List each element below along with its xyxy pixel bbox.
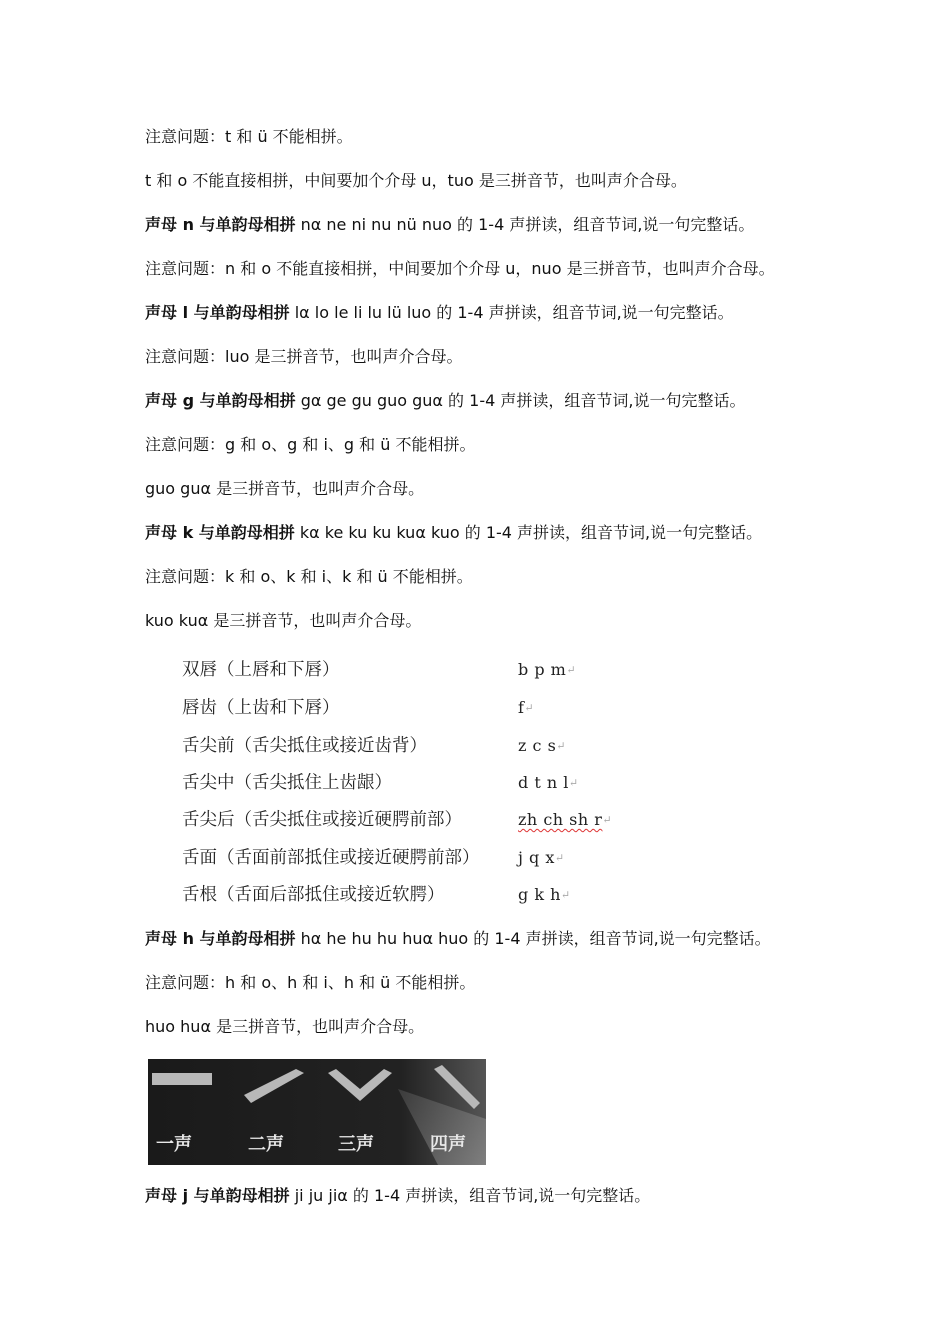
paragraph (145, 522, 762, 544)
paragraph (145, 170, 687, 192)
place-label: 双唇（上唇和下唇） (182, 660, 340, 680)
place-label: 舌根（舌面后部抵住或接近软腭） (182, 885, 445, 905)
bold-lead: 声母 k 与单韵母相拼 (145, 523, 295, 542)
bold-lead: 声母 h 与单韵母相拼 (145, 929, 296, 948)
initials (518, 696, 534, 721)
paragraph-text: hα he hu hu huα huo 的 1-4 声拼读，组音节词,说一句完整话。 (295, 929, 771, 948)
initials-text: g k h (518, 885, 561, 904)
paragraph-text: 注意问题：g 和 o、g 和 i、g 和 ü 不能相拼。 (145, 435, 476, 454)
paragraph-text: gα ge gu guo guα 的 1-4 声拼读，组音节词,说一句完整话。 (295, 391, 746, 410)
paragraph-text: 注意问题：luo 是三拼音节，也叫声介合母。 (145, 347, 463, 366)
paragraph (145, 928, 771, 950)
initials (518, 658, 576, 683)
place-label: 舌尖后（舌尖抵住或接近硬腭前部） (182, 810, 462, 830)
bold-lead: 声母 n 与单韵母相拼 (145, 215, 296, 234)
return-mark-icon: ↵ (568, 776, 579, 790)
paragraph-text: ji ju jiα 的 1-4 声拼读，组音节词,说一句完整话。 (289, 1186, 651, 1205)
paragraph (145, 214, 754, 236)
paragraph (145, 610, 421, 632)
paragraph (145, 258, 775, 280)
bold-lead: 声母 l 与单韵母相拼 (145, 303, 290, 322)
return-mark-icon: ↵ (556, 739, 566, 753)
initials-text: d t n l (518, 773, 569, 792)
paragraph-text: huo huα 是三拼音节，也叫声介合母。 (145, 1017, 425, 1036)
initials (518, 883, 571, 908)
paragraph (145, 126, 353, 148)
paragraph-text: lα lo le li lu lü luo 的 1-4 声拼读，组音节词,说一句完整话。 (289, 303, 734, 322)
paragraph (145, 566, 473, 588)
paragraph (145, 434, 475, 456)
paragraph (145, 1016, 424, 1038)
place-label: 唇齿（上齿和下唇） (182, 698, 340, 718)
initials-text: b p m (518, 660, 567, 679)
paragraph (145, 390, 745, 412)
initials-text: j q x (518, 848, 555, 867)
tone-label-2: 二声 (248, 1134, 284, 1155)
initials (518, 846, 565, 871)
return-mark-icon: ↵ (602, 813, 613, 827)
paragraph (145, 478, 424, 500)
paragraph-text: kuo kuα 是三拼音节，也叫声介合母。 (145, 611, 422, 630)
paragraph (145, 1185, 650, 1207)
initials-text: z c s (518, 736, 557, 755)
paragraph-text: 注意问题：n 和 o 不能直接相拼，中间要加个介母 u，nuo 是三拼音节，也叫声介合母。 (145, 259, 775, 278)
tone-label-1: 一声 (156, 1134, 192, 1155)
return-mark-icon: ↵ (554, 851, 565, 865)
paragraph (145, 972, 475, 994)
place-label: 舌尖前（舌尖抵住或接近齿背） (182, 736, 427, 756)
tone-label-4: 四声 (430, 1134, 466, 1155)
tone-marks-image (148, 1059, 486, 1165)
first-tone-icon (152, 1073, 212, 1085)
paragraph-text: kα ke ku ku kuα kuo 的 1-4 声拼读，组音节词,说一句完整话。 (294, 523, 763, 542)
paragraph-text: 注意问题：h 和 o、h 和 i、h 和 ü 不能相拼。 (145, 973, 476, 992)
paragraph-text: 注意问题：k 和 o、k 和 i、k 和 ü 不能相拼。 (145, 567, 473, 586)
bold-lead: 声母 j 与单韵母相拼 (145, 1186, 290, 1205)
return-mark-icon: ↵ (560, 888, 571, 902)
paragraph-text: nα ne ni nu nü nuo 的 1-4 声拼读，组音节词,说一句完整话。 (295, 215, 755, 234)
paragraph-text: 注意问题：t 和 ü 不能相拼。 (145, 127, 353, 146)
paragraph (145, 346, 462, 368)
initials (518, 808, 612, 833)
initials (518, 771, 579, 796)
paragraph (145, 302, 734, 324)
paragraph-text: guo guα 是三拼音节，也叫声介合母。 (145, 479, 425, 498)
initials-text: f (518, 698, 525, 717)
tone-label-3: 三声 (338, 1134, 374, 1155)
bold-lead: 声母 g 与单韵母相拼 (145, 391, 296, 410)
initials (518, 734, 566, 759)
initials-text: zh ch sh r (518, 810, 603, 829)
return-mark-icon: ↵ (524, 701, 535, 715)
paragraph-text: t 和 o 不能直接相拼，中间要加个介母 u，tuo 是三拼音节，也叫声介合母。 (145, 171, 687, 190)
place-label: 舌尖中（舌尖抵住上齿龈） (182, 773, 392, 793)
place-label: 舌面（舌面前部抵住或接近硬腭前部） (182, 848, 480, 868)
return-mark-icon: ↵ (566, 663, 577, 677)
